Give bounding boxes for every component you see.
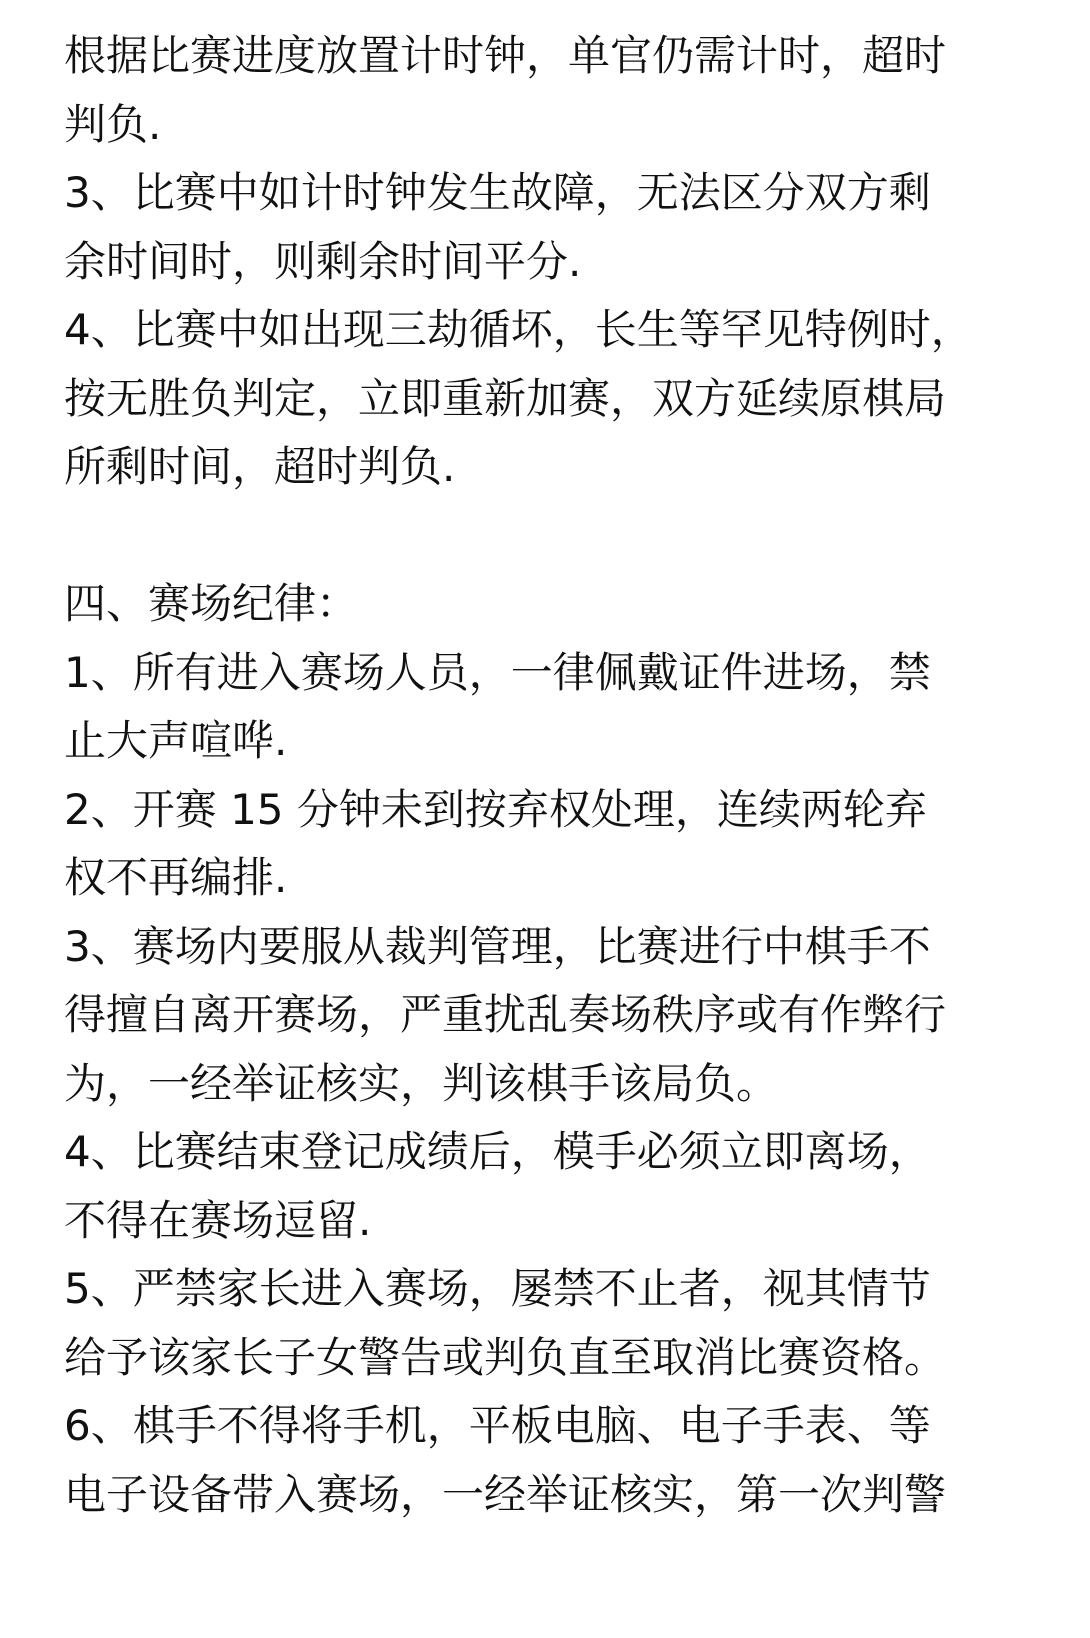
- discipline-3-line-1: 3、赛场内要服从裁判管理，比赛进行中棋手不: [64, 921, 931, 971]
- rule-3-line-2: 余时间时，则剩余时间平分.: [64, 236, 582, 286]
- section-heading: 四、赛场纪律：: [64, 579, 359, 628]
- discipline-2-line-1: 2、开赛 15 分钟未到按弃权处理，连续两轮弃: [64, 784, 927, 834]
- rule-3-line-1: 3、比赛中如计时钟发生故障，无法区分双方剩: [64, 168, 931, 217]
- discipline-5-line-2: 给予该家长子女警告或判负直至取消比赛资格。: [64, 1332, 947, 1382]
- discipline-6-line-2: 电子设备带入赛场，一经举证核实，第一次判警: [64, 1469, 947, 1519]
- discipline-1-line-1: 1、所有进入赛场人员，一律佩戴证件进场，禁: [64, 647, 931, 697]
- text-line: 判负.: [64, 99, 162, 149]
- discipline-3-line-3: 为，一经举证核实，判该棋手该局负。: [64, 1058, 779, 1108]
- discipline-1-line-2: 止大声喧哗.: [64, 716, 288, 765]
- discipline-2-line-2: 权不再编排.: [64, 853, 288, 902]
- rule-4-line-3: 所剩时间，超时判负.: [64, 442, 456, 491]
- discipline-6-line-1: 6、棋手不得将手机，平板电脑、电子手表、等: [64, 1401, 931, 1450]
- text-line: 根据比赛进度放置计时钟，单官仍需计时，超时: [64, 31, 947, 80]
- section-spacer: [64, 502, 1030, 571]
- discipline-5-line-1: 5、严禁家长进入赛场，屡禁不止者，视其情节: [64, 1264, 931, 1313]
- rule-4-line-1: 4、比赛中如出现三劫循坏，长生等罕见特例时，: [64, 305, 973, 354]
- discipline-4-line-2: 不得在赛场逗留.: [64, 1195, 372, 1245]
- discipline-4-line-1: 4、比赛结束登记成绩后，模手必须立即离场，: [64, 1127, 931, 1176]
- rule-4-line-2: 按无胜负判定，立即重新加赛，双方延续原棋局: [64, 373, 947, 423]
- discipline-3-line-2: 得擅自离开赛场，严重扰乱奏场秩序或有作弊行: [64, 990, 947, 1039]
